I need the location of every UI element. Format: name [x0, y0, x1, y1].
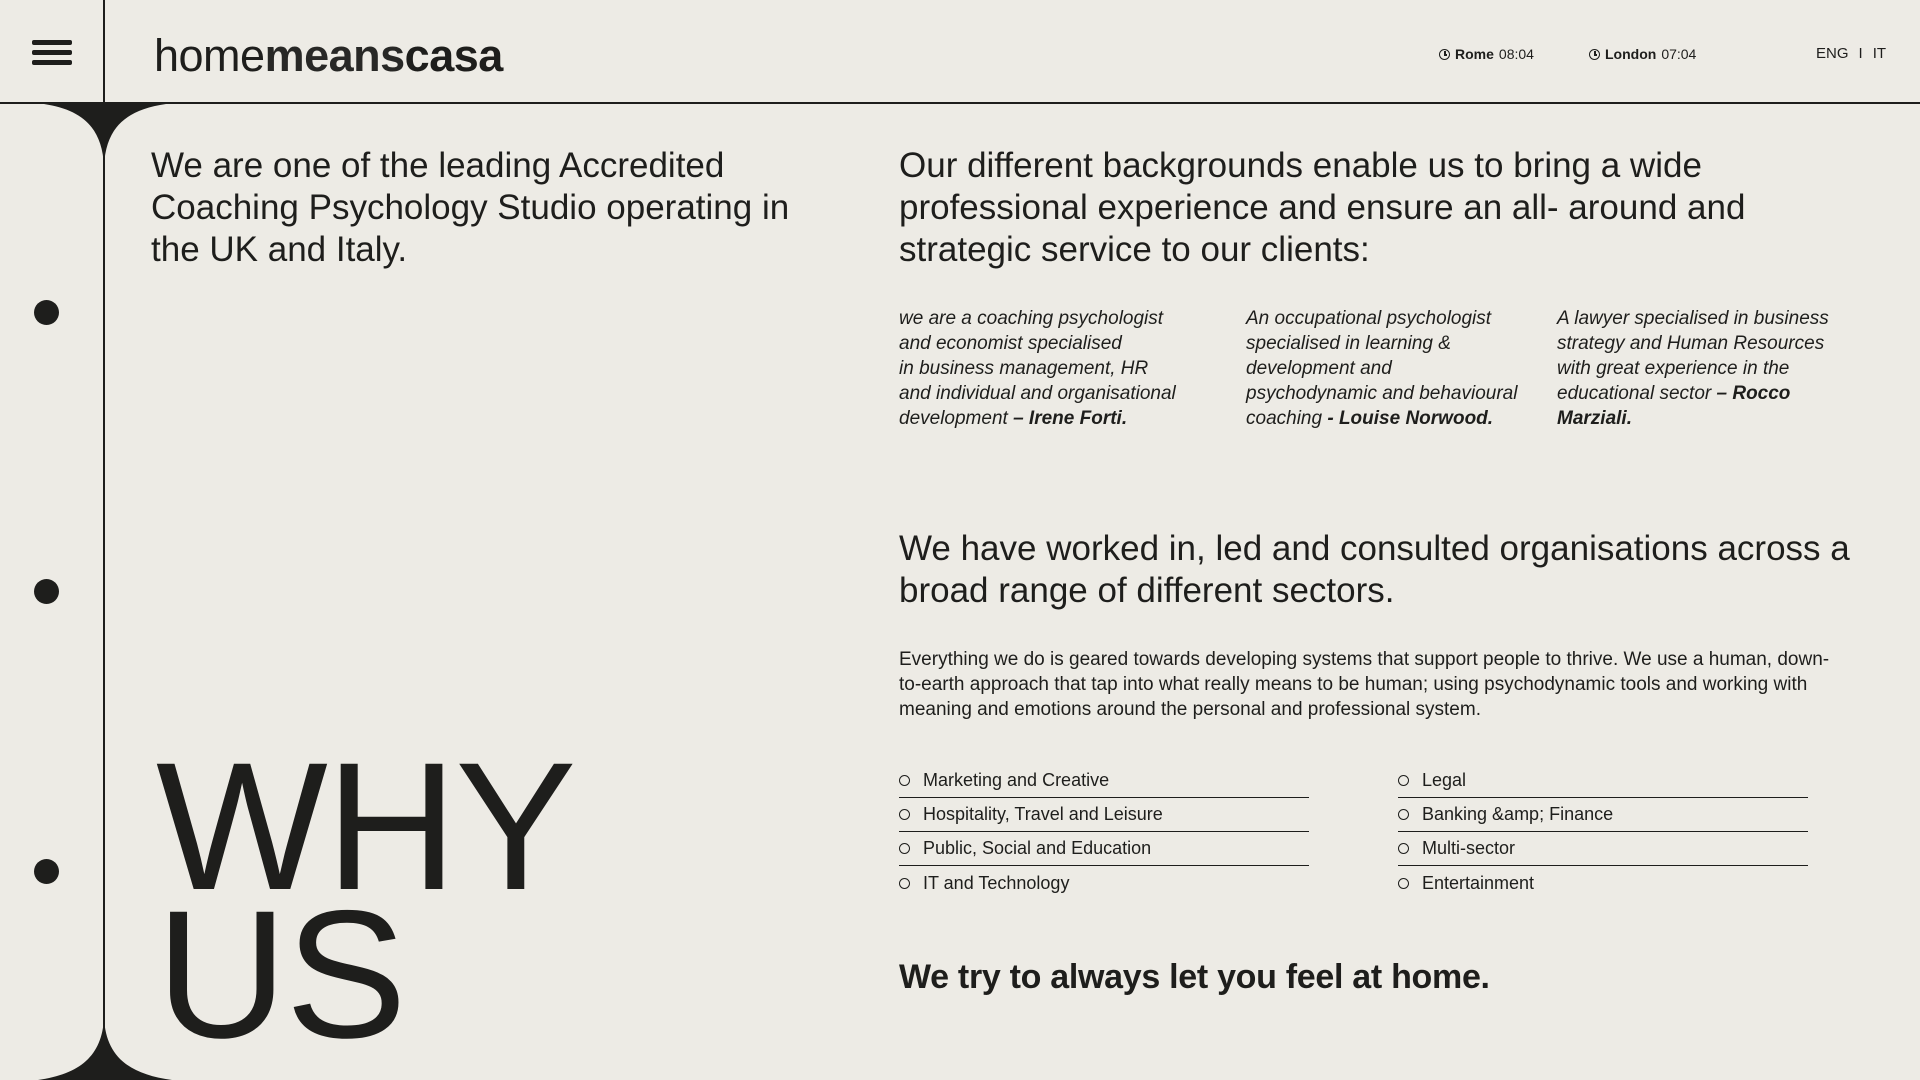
sector-item[interactable]: [1398, 866, 1808, 900]
sector-label: Banking &amp; Finance: [1422, 804, 1614, 824]
sector-item[interactable]: [899, 798, 1309, 832]
site-header: [0, 0, 1920, 104]
sector-item[interactable]: [1398, 832, 1808, 866]
section-nav-dot-1[interactable]: [34, 300, 59, 325]
sector-item[interactable]: [1398, 798, 1808, 832]
bio-name: – Irene Forti.: [1013, 408, 1128, 429]
bio-line: An occupational psychologist: [1246, 308, 1492, 329]
bullet-ring-icon: [899, 878, 910, 889]
bio-line: [899, 406, 1219, 431]
bio-line: specialised in learning &: [1246, 333, 1451, 354]
bio-irene-forti: [899, 306, 1219, 431]
sector-label: Entertainment: [1422, 872, 1535, 893]
bio-text: development: [899, 408, 1014, 429]
why-us-title: [156, 724, 575, 1076]
sector-label: Multi-sector: [1422, 838, 1516, 858]
clock-city: London: [1605, 46, 1657, 62]
sector-item[interactable]: [899, 764, 1309, 798]
sectors-heading: We have worked in, led and consulted organisations across a broad range of different sectors.: [899, 529, 1850, 610]
bio-text: educational sector: [1557, 383, 1717, 404]
intro-statement: We are one of the leading Accredited Coaching Psychology Studio operating in the UK and Italy.: [151, 146, 790, 269]
logo-part-means: means: [264, 30, 405, 81]
clock-icon: [1439, 49, 1450, 60]
sector-label: Marketing and Creative: [923, 770, 1110, 790]
bio-line: psychodynamic and behavioural: [1246, 383, 1518, 404]
sector-list-right: [1398, 764, 1808, 900]
bio-line: we are a coaching psychologist: [899, 308, 1164, 329]
clock-city: Rome: [1455, 46, 1494, 62]
bullet-ring-icon: [1398, 843, 1409, 854]
sector-item[interactable]: [899, 832, 1309, 866]
bio-line: and economist specialised: [899, 333, 1122, 354]
bio-name: – Rocco Marziali.: [1557, 383, 1791, 429]
language-switcher: [1816, 45, 1886, 62]
approach-description: Everything we do is geared towards developing systems that support people to thrive. We use a human, down-to-earth approach that tap into what really means to be human; using psychodynamic tools and working with meaning and emotions around the personal and professional system.: [899, 649, 1830, 720]
sector-label: Public, Social and Education: [923, 838, 1152, 858]
sector-label: Hospitality, Travel and Leisure: [923, 804, 1163, 824]
bio-name: - Louise Norwood.: [1327, 408, 1494, 429]
tagline: We try to always let you feel at home.: [899, 958, 1490, 996]
bio-line: with great experience in the: [1557, 358, 1790, 379]
rail-bottom-curve: [0, 1018, 180, 1080]
bio-line: strategy and Human Resources: [1557, 333, 1825, 354]
bio-line: A lawyer specialised in business: [1557, 308, 1829, 329]
clock-rome: [1439, 46, 1534, 62]
clock-icon: [1589, 49, 1600, 60]
bio-text: coaching: [1246, 408, 1328, 429]
bullet-ring-icon: [899, 843, 910, 854]
clock-london: [1589, 46, 1696, 62]
why-us-line-2: US: [156, 872, 405, 1076]
lang-english-link[interactable]: ENG: [1816, 45, 1849, 62]
hamburger-menu-icon[interactable]: [32, 38, 74, 68]
section-nav-dot-2[interactable]: [34, 579, 59, 604]
sector-item[interactable]: [1398, 764, 1808, 798]
logo[interactable]: [154, 26, 503, 86]
bio-line: [1557, 381, 1867, 431]
clock-time: 07:04: [1661, 46, 1697, 62]
bio-line: and individual and organisational: [899, 383, 1176, 404]
bio-louise-norwood: [1246, 306, 1546, 431]
bio-line: development and: [1246, 358, 1392, 379]
why-us-line-1: WHY: [156, 724, 575, 928]
bio-rocco-marziali: [1557, 306, 1867, 431]
logo-part-casa: casa: [404, 30, 503, 81]
clock-time: 08:04: [1498, 46, 1534, 62]
lang-separator: I: [1858, 45, 1863, 62]
bullet-ring-icon: [1398, 878, 1409, 889]
lang-italian-link[interactable]: IT: [1872, 45, 1887, 62]
sector-label: Legal: [1422, 770, 1467, 790]
section-nav-dot-3[interactable]: [34, 859, 59, 884]
bullet-ring-icon: [899, 775, 910, 786]
bullet-ring-icon: [1398, 775, 1409, 786]
logo-part-home: home: [154, 30, 265, 81]
sector-item[interactable]: [899, 866, 1309, 900]
sector-list-left: [899, 764, 1309, 900]
bio-line: in business management, HR: [899, 358, 1149, 379]
sector-label: IT and Technology: [923, 872, 1070, 893]
backgrounds-heading: Our different backgrounds enable us to bring a wide professional experience and ensure an all- around and strategic service to our clients:: [899, 146, 1746, 269]
bullet-ring-icon: [1398, 809, 1409, 820]
bullet-ring-icon: [899, 809, 910, 820]
bio-line: [1246, 406, 1546, 431]
